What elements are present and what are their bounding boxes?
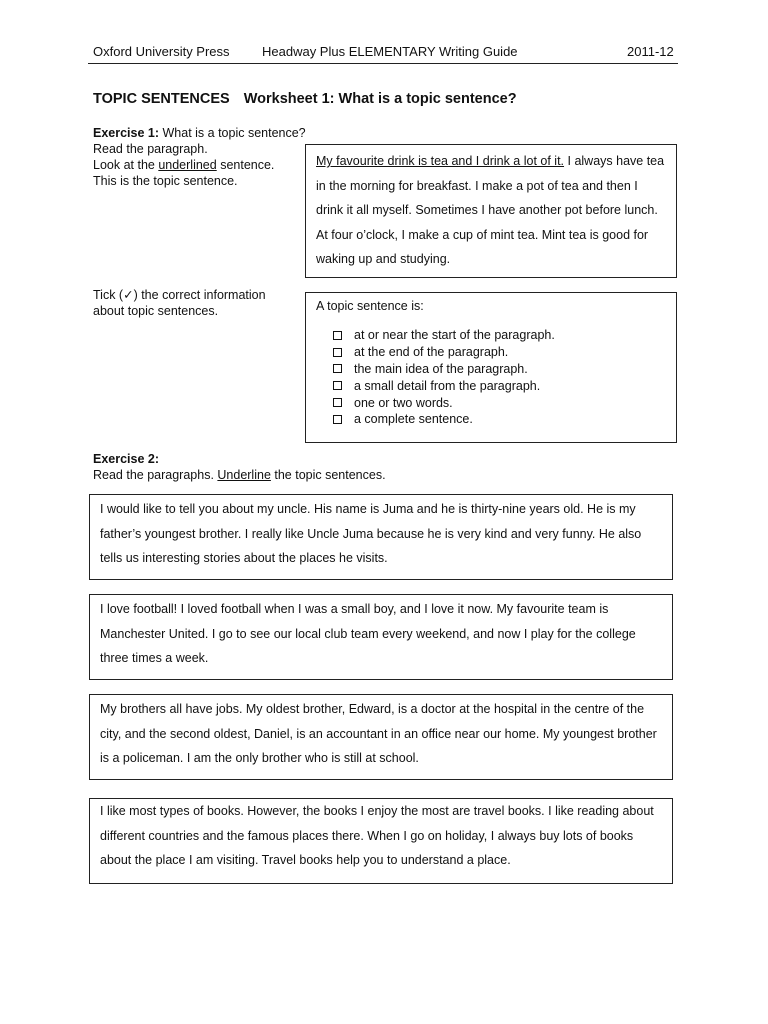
- header-guide-title: Headway Plus ELEMENTARY Writing Guide: [262, 44, 518, 59]
- exercise1-paragraph-box: [305, 144, 677, 278]
- exercise1-instructions: [93, 125, 308, 189]
- section-title: TOPIC SENTENCES: [93, 91, 230, 107]
- underline-word: Underline: [217, 468, 271, 482]
- paragraph-rest: I always have tea in the morning for breakfast. I make a pot of tea and then I drink it all myself. Sometimes I have another pot before lunch. At four o’clock, I make a cup of mint tea. Mint tea is good for waking up and studying.: [316, 154, 665, 266]
- paragraph-box-1: [89, 494, 673, 580]
- paragraph-text[interactable]: I would like to tell you about my uncle. His name is Juma and he is thirty-nine years old. He is my father’s youngest brother. I really like Uncle Juma because he is very kind and very funny. He also tells us interesting stories about the places he visits.: [100, 502, 642, 565]
- header-publisher: Oxford University Press: [93, 44, 230, 59]
- options-list: [333, 327, 666, 428]
- page-title: [93, 91, 517, 107]
- paragraph-box-3: [89, 694, 673, 780]
- check-mark-icon: ✓: [123, 288, 134, 302]
- topic-sentence-options-box: [305, 292, 677, 443]
- paragraph-box-2: [89, 594, 673, 680]
- paragraph-text[interactable]: I like most types of books. However, the books I enjoy the most are travel books. I like reading about different countries and the famous places there. When I go on holiday, I always buy lots of books about the place I am visiting. Travel books help you to understand a place.: [100, 804, 654, 867]
- exercise1-look: Look at the underlined sentence.: [93, 158, 275, 172]
- checkbox[interactable]: [333, 381, 342, 390]
- paragraph-box-4: [89, 798, 673, 884]
- checkbox[interactable]: [333, 364, 342, 373]
- paragraph-text[interactable]: I love football! I loved football when I was a small boy, and I love it now. My favourite team is Manchester United. I go to see our local club team every weekend, and now I play for the college three times a week.: [100, 602, 636, 665]
- option-item[interactable]: a complete sentence.: [333, 411, 666, 428]
- worksheet-title: Worksheet 1: What is a topic sentence?: [243, 91, 517, 107]
- exercise2-instructions: Exercise 2: Read the paragraphs. Underline the topic sentences.: [93, 452, 386, 482]
- topic-sentence: My favourite drink is tea and I drink a lot of it.: [316, 154, 565, 168]
- checkbox[interactable]: [333, 398, 342, 407]
- option-item[interactable]: a small detail from the paragraph.: [333, 377, 666, 394]
- options-heading: A topic sentence is:: [316, 299, 424, 313]
- underlined-word: underlined: [158, 158, 217, 172]
- header-rule: [88, 63, 678, 64]
- checkbox[interactable]: [333, 348, 342, 357]
- exercise2-label: Exercise 2:: [93, 452, 160, 466]
- exercise1-read: Read the paragraph.: [93, 142, 208, 156]
- option-item[interactable]: one or two words.: [333, 394, 666, 411]
- exercise1-this-is: This is the topic sentence.: [93, 174, 238, 188]
- option-item[interactable]: at the end of the paragraph.: [333, 344, 666, 361]
- paragraph-text[interactable]: My brothers all have jobs. My oldest brother, Edward, is a doctor at the hospital in the centre of the city, and the second oldest, Daniel, is an accountant in an office near our home. My youngest brother is a policeman. I am the only brother who is still at school.: [100, 702, 657, 765]
- exercise1-label: Exercise 1:: [93, 126, 160, 140]
- checkbox[interactable]: [333, 415, 342, 424]
- tick-instruction: Tick (✓) the correct information about topic sentences.: [93, 288, 266, 318]
- option-item[interactable]: the main idea of the paragraph.: [333, 361, 666, 378]
- exercise1-paragraph: [316, 149, 666, 272]
- header-year: 2011-12: [627, 44, 674, 59]
- exercise1-question: What is a topic sentence?: [159, 126, 306, 140]
- checkbox[interactable]: [333, 331, 342, 340]
- option-item[interactable]: at or near the start of the paragraph.: [333, 327, 666, 344]
